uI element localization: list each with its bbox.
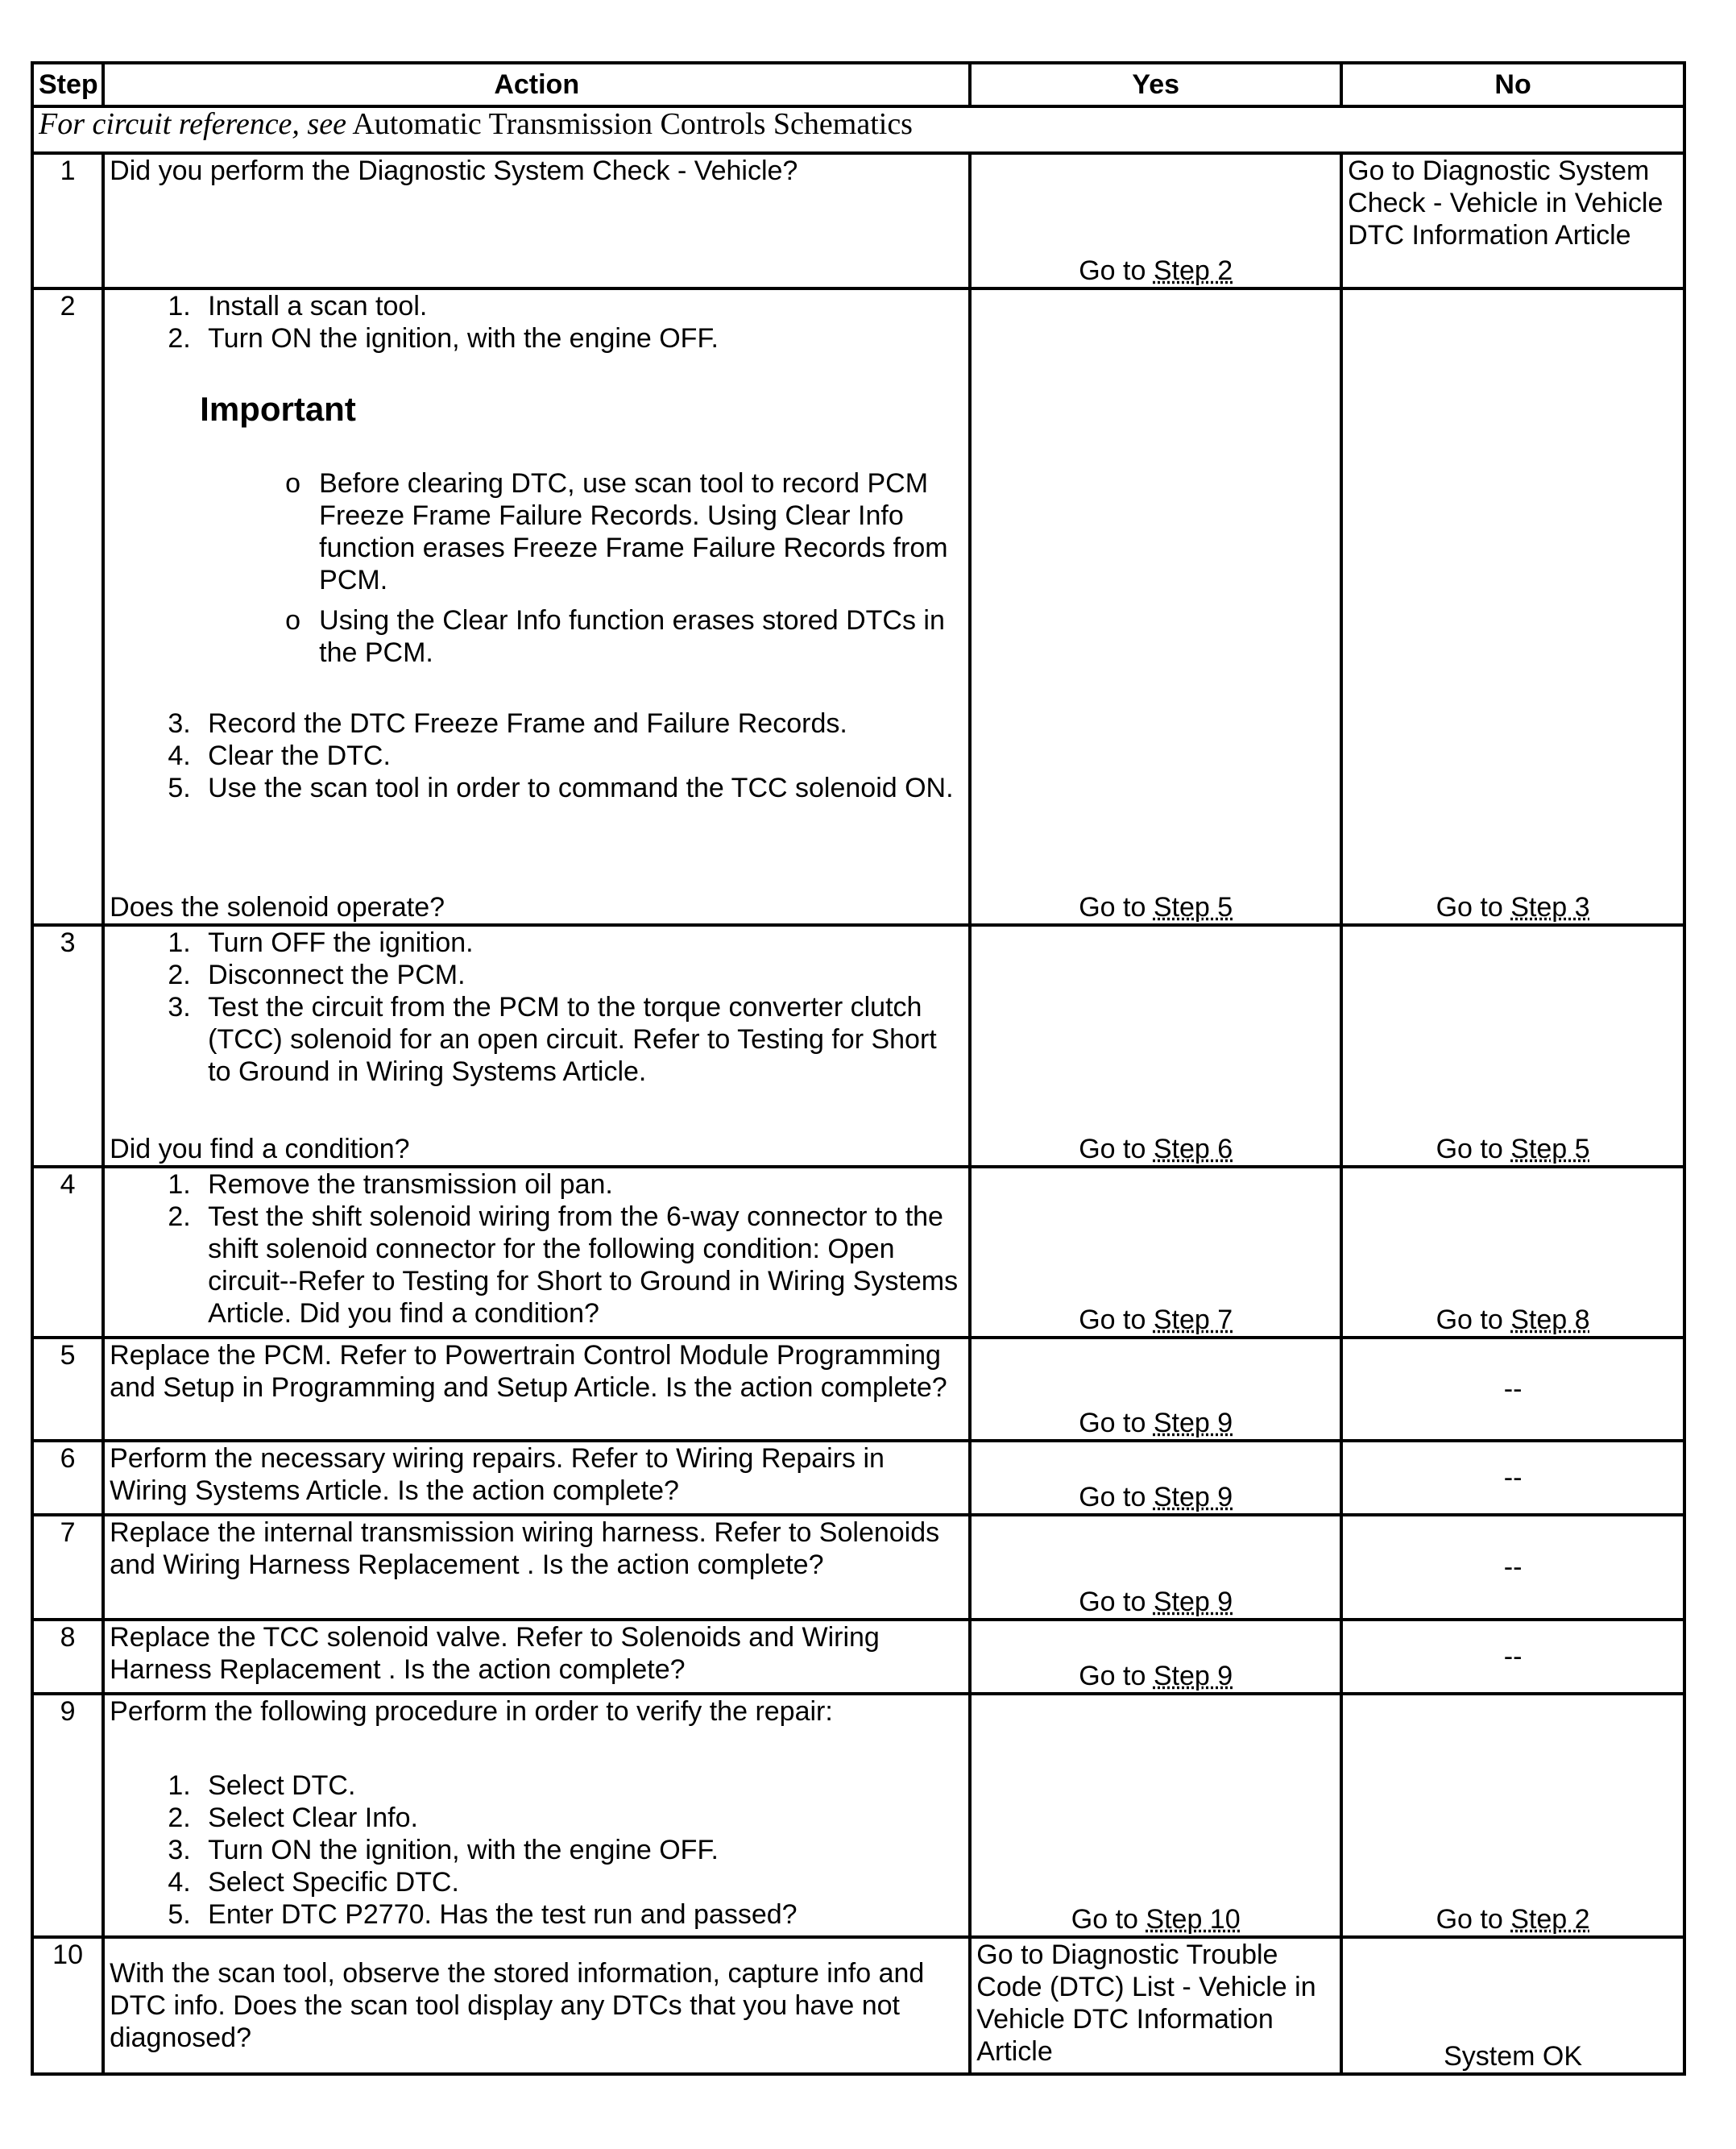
table-row [32,153,1684,288]
go-to-label: Go to [1436,892,1503,923]
list-item: 2. Disconnect the PCM. [198,959,963,991]
yes-cell [970,288,1341,925]
step-link[interactable]: Step 8 [1510,1305,1590,1335]
yes-cell: Go to Diagnostic Trouble Code (DTC) List - Vehicle in Vehicle DTC Information Article [970,1937,1341,2074]
list-item: 3. Turn ON the ignition, with the engine OFF. [198,1834,963,1866]
table-row [32,288,1684,925]
go-to-label: Go to [1079,892,1146,923]
step-link[interactable]: Step 6 [1153,1134,1233,1164]
action-cell [103,925,970,1167]
yes-cell [970,153,1341,288]
step-link[interactable]: Step 2 [1153,255,1233,286]
yes-cell [970,925,1341,1167]
no-cell [1341,1338,1684,1441]
go-to-label: Go to [1436,1904,1503,1935]
reference-link[interactable]: Automatic Transmission Controls Schematics [352,107,913,141]
dash-text: -- [1503,1374,1523,1404]
step-link[interactable]: Step 10 [1146,1904,1241,1935]
step-link[interactable]: Step 5 [1510,1134,1590,1164]
step-number: 6 [32,1441,103,1515]
list-item: 5. Enter DTC P2770. Has the test run and passed? [198,1898,963,1931]
list-item: o Using the Clear Info function erases stored DTCs in the PCM. [319,604,963,669]
reference-prefix: For circuit reference, see [39,107,346,141]
step-list [110,1769,963,1931]
step-link[interactable]: Step 9 [1153,1587,1233,1617]
no-cell [1341,288,1684,925]
action-cell: Replace the PCM. Refer to Powertrain Control Module Programming and Setup in Programming and Setup Article. Is the action complete? [103,1338,970,1441]
step-number: 3 [32,925,103,1167]
no-cell [1341,1167,1684,1338]
header-step: Step [32,63,103,106]
yes-cell [970,1620,1341,1694]
list-item: 1. Remove the transmission oil pan. [198,1168,963,1201]
yes-cell [970,1515,1341,1620]
step-link[interactable]: Step 2 [1510,1904,1590,1935]
list-item: 3. Test the circuit from the PCM to the torque converter clutch (TCC) solenoid for an open circuit. Refer to Testing for Short to Ground in Wiring Systems Article. [198,991,963,1088]
no-cell [1341,1694,1684,1937]
question-text: Does the solenoid operate? [110,892,445,923]
dash-text: -- [1503,1462,1523,1493]
action-cell: Did you perform the Diagnostic System Check - Vehicle? [103,153,970,288]
action-cell: Replace the internal transmission wiring harness. Refer to Solenoids and Wiring Harness Replacement . Is the action complete? [103,1515,970,1620]
step-list [110,927,963,1088]
yes-cell [970,1441,1341,1515]
step-number: 2 [32,288,103,925]
no-cell: Go to Diagnostic System Check - Vehicle in Vehicle DTC Information Article [1341,153,1684,288]
table-row [32,1338,1684,1441]
yes-cell [970,1338,1341,1441]
step-number: 1 [32,153,103,288]
list-item: 1. Install a scan tool. [198,290,963,322]
important-list [110,467,963,669]
go-to-label: Go to [1079,1587,1146,1617]
go-to-label: Go to [1071,1904,1138,1935]
table-row [32,925,1684,1167]
go-to-label: Go to [1436,1305,1503,1335]
list-item: 4. Clear the DTC. [198,740,963,772]
no-cell [1341,1937,1684,2074]
action-cell: With the scan tool, observe the stored information, capture info and DTC info. Does the scan tool display any DTCs that you have not diagnosed? [103,1937,970,2074]
step-link[interactable]: Step 9 [1153,1661,1233,1691]
step-number: 9 [32,1694,103,1937]
step-list [110,290,963,355]
go-to-label: Go to [1079,1408,1146,1438]
step-link[interactable]: Step 9 [1153,1482,1233,1512]
go-to-label: Go to [1079,1661,1146,1691]
go-to-label: Go to [1079,1482,1146,1512]
list-item: 3. Record the DTC Freeze Frame and Failure Records. [198,707,963,740]
no-cell [1341,1515,1684,1620]
table-row [32,1515,1684,1620]
action-cell [103,1694,970,1937]
important-heading: Important [200,390,356,428]
step-number: 4 [32,1167,103,1338]
step-number: 5 [32,1338,103,1441]
dash-text: -- [1503,1552,1523,1583]
go-to-label: Go to [1079,1134,1146,1164]
diagnostic-table [31,61,1686,2076]
list-item: 2. Turn ON the ignition, with the engine OFF. [198,322,963,355]
step-number: 10 [32,1937,103,2074]
yes-cell [970,1694,1341,1937]
header-no: No [1341,63,1684,106]
step-number: 7 [32,1515,103,1620]
table-row [32,1694,1684,1937]
dash-text: -- [1503,1641,1523,1672]
header-action: Action [103,63,970,106]
header-yes: Yes [970,63,1341,106]
table-row [32,1937,1684,2074]
header-row [32,63,1684,106]
step-link[interactable]: Step 7 [1153,1305,1233,1335]
circuit-reference [32,106,1684,153]
no-cell [1341,1620,1684,1694]
go-to-label: Go to [1079,1305,1146,1335]
step-link[interactable]: Step 3 [1510,892,1590,923]
question-text: Did you find a condition? [110,1134,410,1164]
step-link[interactable]: Step 9 [1153,1408,1233,1438]
table-row [32,1441,1684,1515]
list-item: 2. Select Clear Info. [198,1802,963,1834]
no-cell [1341,925,1684,1167]
system-ok-text: System OK [1444,2041,1583,2072]
step-number: 8 [32,1620,103,1694]
reference-row [32,106,1684,153]
no-cell [1341,1441,1684,1515]
list-item: 5. Use the scan tool in order to command the TCC solenoid ON. [198,772,963,804]
list-item: 2. Test the shift solenoid wiring from the 6-way connector to the shift solenoid connector for the following condition: Open circuit--Refer to Testing for Short to Ground in Wiring Systems Article. Did you find a condition? [198,1201,963,1330]
step-list [110,707,963,804]
go-to-label: Go to [1436,1134,1503,1164]
list-item: o Before clearing DTC, use scan tool to record PCM Freeze Frame Failure Records. Using Clear Info function erases Freeze Frame Failure Records from PCM. [319,467,963,596]
go-to-label: Go to [1079,255,1146,286]
action-cell: Perform the necessary wiring repairs. Refer to Wiring Repairs in Wiring Systems Article. Is the action complete? [103,1441,970,1515]
step-list [110,1168,963,1330]
action-cell [103,1167,970,1338]
yes-cell [970,1167,1341,1338]
step-link[interactable]: Step 5 [1153,892,1233,923]
list-item: 1. Select DTC. [198,1769,963,1802]
action-cell: Replace the TCC solenoid valve. Refer to Solenoids and Wiring Harness Replacement . Is the action complete? [103,1620,970,1694]
list-item: 1. Turn OFF the ignition. [198,927,963,959]
table-row [32,1620,1684,1694]
intro-text: Perform the following procedure in order to verify the repair: [110,1696,833,1727]
action-cell [103,288,970,925]
table-row [32,1167,1684,1338]
list-item: 4. Select Specific DTC. [198,1866,963,1898]
